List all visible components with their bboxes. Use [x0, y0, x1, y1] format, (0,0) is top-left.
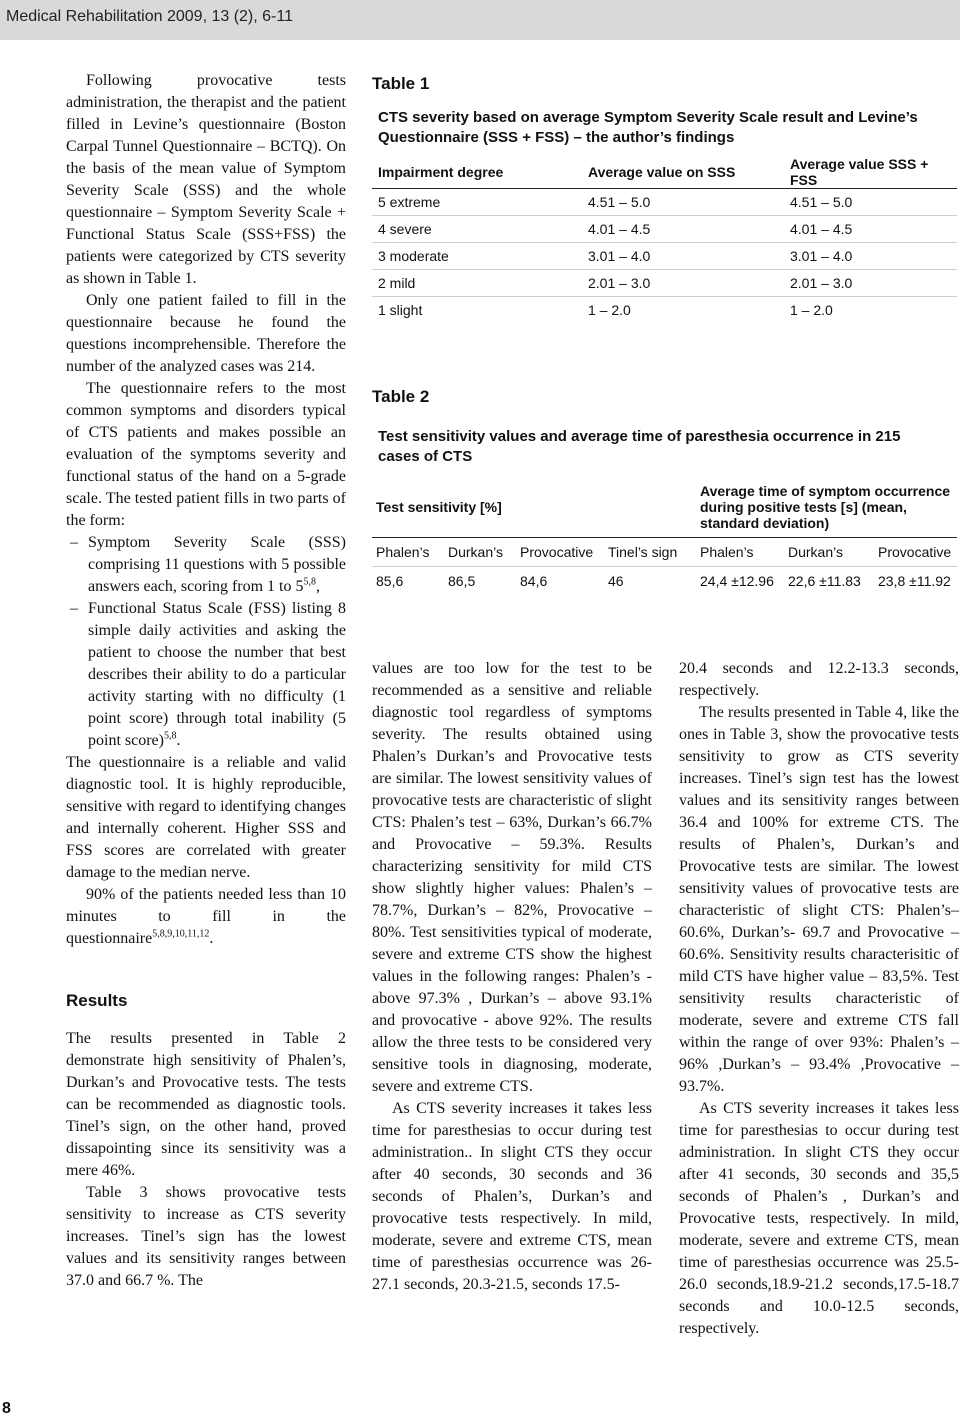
table-row: [372, 189, 957, 216]
table-cell: 3.01 – 4.0: [582, 243, 784, 270]
header-cell: Durkan’s: [784, 538, 874, 567]
table-2-label: Table 2: [372, 387, 430, 406]
table-row: [372, 297, 957, 324]
header-cell: Phalen’s: [372, 538, 444, 567]
table-header-row: [372, 156, 957, 189]
table-row: [372, 270, 957, 297]
table-cell: 86,5: [444, 567, 516, 596]
header-cell: Provocative: [874, 538, 957, 567]
paragraph: The questionnaire refers to the most common symptoms and disorders typical of CTS patients and makes possible an evaluation of the symptoms severity and functional status of the hand on a 5-grade scale. The tested patient fills in two parts of the form:: [66, 380, 346, 529]
table-1-block: [372, 74, 957, 324]
table-cell: 4.01 – 4.5: [784, 216, 957, 243]
text-column-1: [66, 70, 346, 1292]
group-header-cell: Average time of symptom occurrence during positive tests [s] (mean, standard deviation): [700, 483, 951, 531]
table-2-title: Test sensitivity values and average time of paresthesia occurrence in 215 cases of CTS: [378, 428, 901, 465]
table-cell: 46: [604, 567, 696, 596]
paragraph: 20.4 seconds and 12.2-13.3 seconds, respectively.: [679, 660, 959, 699]
citation: 5,8: [303, 576, 316, 588]
page-number: 8: [2, 1400, 11, 1417]
table-cell: 3.01 – 4.0: [784, 243, 957, 270]
table-2-block: [372, 387, 957, 595]
table-cell: 4 severe: [372, 216, 582, 243]
table-2: [372, 477, 957, 595]
table-cell: 23,8 ±11.92: [874, 567, 957, 596]
list-item-tail: .: [176, 732, 181, 749]
table-group-header-row: [372, 477, 957, 538]
table-1-label: Table 1: [372, 74, 430, 93]
form-parts-list: [66, 532, 346, 752]
table-cell: 5 extreme: [372, 189, 582, 216]
table-cell: 1 – 2.0: [784, 297, 957, 324]
table-1-title: CTS severity based on average Symptom Severity Scale result and Levine’s Questionnaire (SSS + FSS) – the author’s findings: [378, 109, 918, 146]
header-cell: Phalen’s: [696, 538, 784, 567]
table-cell: 1 slight: [372, 297, 582, 324]
table-cell: 3 moderate: [372, 243, 582, 270]
header-cell: Tinel’s sign: [604, 538, 696, 567]
header-cell: Provocative: [516, 538, 604, 567]
table-cell: 24,4 ±12.96: [696, 567, 784, 596]
table-row: [372, 567, 957, 596]
paragraph: [66, 884, 346, 950]
table-cell: 4.51 – 5.0: [784, 189, 957, 216]
table-cell: 84,6: [516, 567, 604, 596]
list-item: [66, 532, 346, 598]
group-header-cell: Test sensitivity [%]: [376, 499, 502, 515]
list-item-tail: ,: [316, 578, 320, 595]
list-item-text: Symptom Severity Scale (SSS) comprising 11 questions with 5 possible answers each, scoring from 1 to 5: [88, 534, 346, 595]
table-header-row: [372, 538, 957, 567]
paragraph: As CTS severity increases it takes less time for paresthesias to occur during test administration.. In slight CTS they occur after 40 seconds, 30 seconds and 36 seconds of Phalen’s, Durkan’s and provocative tests respectively. In mild, moderate, severe and extreme CTS, mean time of paresthesias occurrence was 26-27.1 seconds, 20.3-21.5, seconds 17.5-: [372, 1100, 652, 1293]
table-cell: 4.51 – 5.0: [582, 189, 784, 216]
table-cell: 2 mild: [372, 270, 582, 297]
table-cell: 2.01 – 3.0: [582, 270, 784, 297]
list-item: [66, 598, 346, 752]
header-cell: Average value on SSS: [582, 156, 784, 189]
paragraph: The questionnaire is a reliable and valid diagnostic tool. It is highly reproducible, sensitive with regard to identifying changes and internally coherent. Higher SSS and FSS scores are correlated with greater damage to the median nerve.: [66, 754, 346, 881]
table-cell: 4.01 – 4.5: [582, 216, 784, 243]
paragraph: As CTS severity increases it takes less time for paresthesias to occur during test administration. In slight CTS they occur after 41 seconds, 30 seconds and 35,5 seconds of Phalen’s , Durkan’s and Provocative tests, respectively. In mild, moderate, severe and extreme CTS, mean time of paresthesias occurrence was 25.5-26.0 seconds,18.9-21.2 seconds,17.5-18.7 seconds and 10.0-12.5 seconds, respectively.: [679, 1100, 959, 1337]
table-cell: 2.01 – 3.0: [784, 270, 957, 297]
paragraph: The results presented in Table 4, like the ones in Table 3, show the provocative tests sensitivity to grow as CTS severity increases. Tinel’s sign test has the lowest values and its sensitivity ranges between 36.4 and 100% for extreme CTS. The results of Phalen’s, Durkan’s and Provocative tests are similar. The lowest sensitivity values of provocative tests are characteristic of slight CTS: Phalen’s– 60.6%, Durkan’s- 69.7 and Provocative – 60.6%. Sensitivity results characterisitic of mild CTS have higher value – 83,5%. Test sensitivity results characteristic of moderate, severe and extreme CTS fall within the range of over 93%: Phalen’s – 96% ,Durkan’s – 93.4% ,Provocative – 93.7%.: [679, 704, 959, 1095]
paragraph-text: 90% of the patients needed less than 10 minutes to fill in the questionnaire: [66, 886, 346, 947]
list-item-text: Functional Status Scale (FSS) listing 8 simple daily activities and asking the patient to choose the number that best describes their ability to do a particular activity starting with no difficulty (1 point score) through total inability (5 point score): [88, 600, 346, 749]
citation: 5,8,9,10,11,12: [152, 928, 210, 940]
table-cell: 22,6 ±11.83: [784, 567, 874, 596]
citation: 5,8: [163, 730, 177, 742]
paragraph: values are too low for the test to be recommended as a sensitive and reliable diagnostic tool regardless of symptoms severity. The results obtained using Phalen’s Durkan’s and Provocative tests are similar. The lowest sensitivity values of provocative tests are characteristic of slight CTS: Phalen’s test – 63%, Durkan’s 66.7% and Provocative – 59.3%. Results characterizing sensitivity for mild CTS show slightly higher values: Phalen’s – 78.7%, Durkan’s – 82%, Provocative – 80%. Test sensitivities typical of moderate, severe and extreme CTS show the highest values in the following ranges: Phalen’s - above 97.3% , Durkan’s – above 93.1% and provocative - above 92%. The results allow the three tests to be considered very sensitive tools in diagnosing, moderate, severe and extreme CTS.: [372, 660, 652, 1095]
table-row: [372, 216, 957, 243]
results-heading: Results: [66, 991, 128, 1010]
table-1: [372, 156, 957, 324]
paragraph: The results presented in Table 2 demonstrate high sensitivity of Phalen’s, Durkan’s and Provocative tests. The tests can be recommended as diagnostic tools. Tinel’s sign, on the other hand, proved dissapointing since its sensitivity was a mere 46%.: [66, 1030, 346, 1179]
header-cell: Impairment degree: [372, 156, 582, 189]
header-cell: Average value SSS + FSS: [784, 156, 957, 189]
running-title: Medical Rehabilitation 2009, 13 (2), 6-11: [6, 8, 293, 25]
header-cell: Durkan’s: [444, 538, 516, 567]
paragraph-tail: .: [209, 930, 214, 947]
running-header: [0, 0, 960, 40]
table-row: [372, 243, 957, 270]
paragraph: Following provocative tests administration, the therapist and the patient filled in Levine’s questionnaire (Boston Carpal Tunnel Questionnaire – BCTQ). On the basis of the mean value of Symptom Severity Scale (SSS) and the whole questionnaire – Symptom Severity Scale + Functional Status Scale (SSS+FSS) the patients were categorized by CTS severity as shown in Table 1.: [66, 72, 346, 287]
paragraph: Table 3 shows provocative tests sensitivity to increase as CTS severity increases. Tinel’s sign has the lowest values and its sensitivity ranges between 37.0 and 66.7 %. The: [66, 1184, 346, 1289]
table-cell: 85,6: [372, 567, 444, 596]
table-cell: 1 – 2.0: [582, 297, 784, 324]
text-column-2: [372, 658, 652, 1296]
paragraph: Only one patient failed to fill in the questionnaire because he found the questions incomprehensible. Therefore the number of the analyzed cases was 214.: [66, 292, 346, 375]
text-column-3: [679, 658, 959, 1340]
